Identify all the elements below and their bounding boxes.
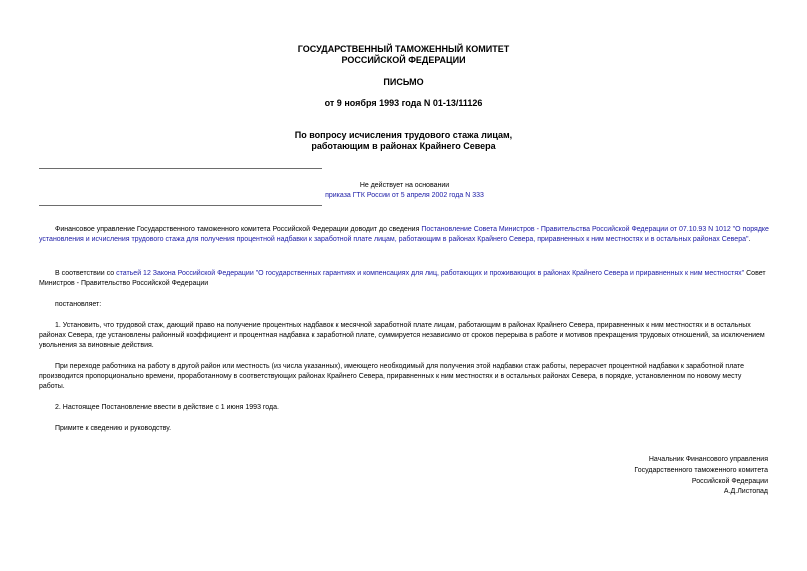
paragraph-intro-text: Финансовое управление Государственного таможенного комитета Российской Федерации доводит до сведения — [55, 226, 422, 233]
law-article-link[interactable]: статьей 12 Закона Российской Федерации "О государственных гарантиях и компенсациях для лиц, работающих и проживающих в районах Крайнего Севера и приравненных к ним местностях" — [116, 270, 745, 277]
paragraph-closing: Примите к сведению и руководству. — [55, 425, 172, 432]
divider-top — [39, 168, 322, 169]
document-date-number: от 9 ноября 1993 года N 01-13/11126 — [324, 98, 483, 108]
document-type: ПИСЬМО — [383, 77, 424, 87]
paragraph-intro-end: . — [748, 236, 751, 243]
paragraph-decrees: постановляет: — [55, 301, 102, 308]
resolution-link[interactable]: Постановление Совета Министров - Правительства Российской Федерации от 07.10.93 N 1012 "О порядке установления и исчисления трудового стажа для получения процентной надбавки к заработной плате лицам, работающим в районах Крайнего Севера, приравненных к ним местностях и в остальных районах Севера" — [39, 226, 769, 243]
org-name-line-2: РОССИЙСКОЙ ФЕДЕРАЦИИ — [341, 55, 466, 65]
subject-line-2: работающим в районах Крайнего Севера — [311, 141, 496, 151]
paragraph-basis-end: Совет Министров - Правительство Российской Федерации — [39, 270, 766, 287]
org-name-line-1: ГОСУДАРСТВЕННЫЙ ТАМОЖЕННЫЙ КОМИТЕТ — [297, 44, 510, 54]
status-link[interactable]: приказа ГТК России от 5 апреля 2002 года N 333 — [325, 192, 484, 199]
signature-org: Государственного таможенного комитета — [634, 467, 768, 474]
paragraph-basis-text: В соответствии со — [55, 270, 117, 277]
subject-line-1: По вопросу исчисления трудового стажа лицам, — [294, 130, 513, 140]
paragraph-clause-1: 1. Установить, что трудовой стаж, дающий право на получение процентных надбавок к месячной заработной плате лицам, работающим в районах Крайнего Севера, приравненных к ним местностях и в остальных районах Севера, где установлены районный коэффициент и процентная надбавка к заработной плате, суммируется независимо от сроков перерыва в работе и мотивов прекращения трудовых отношений, за исключением увольнения за виновные действия. — [39, 322, 765, 349]
paragraph-clause-2: 2. Настоящее Постановление ввести в действие с 1 июня 1993 года. — [55, 404, 279, 411]
status-text: Не действует на основании — [359, 182, 450, 189]
paragraph-basis — [39, 269, 769, 289]
signature-country: Российской Федерации — [691, 478, 768, 485]
signature-title: Начальник Финансового управления — [648, 456, 768, 463]
signature-name: А.Д.Листопад — [723, 488, 768, 495]
paragraph-intro — [39, 225, 769, 245]
paragraph-transfer: При переходе работника на работу в другой район или местность (из числа указанных), имеющего необходимый для получения этой надбавки стаж работы, перерасчет процентной надбавки к заработной плате производится пропорционально времени, проработанному в соответствующих районах Крайнего Севера, приравненных к ним местностях и в остальных районах Севера, в порядке, установленном по новому месту работы. — [39, 363, 745, 390]
divider-bottom — [39, 205, 322, 206]
